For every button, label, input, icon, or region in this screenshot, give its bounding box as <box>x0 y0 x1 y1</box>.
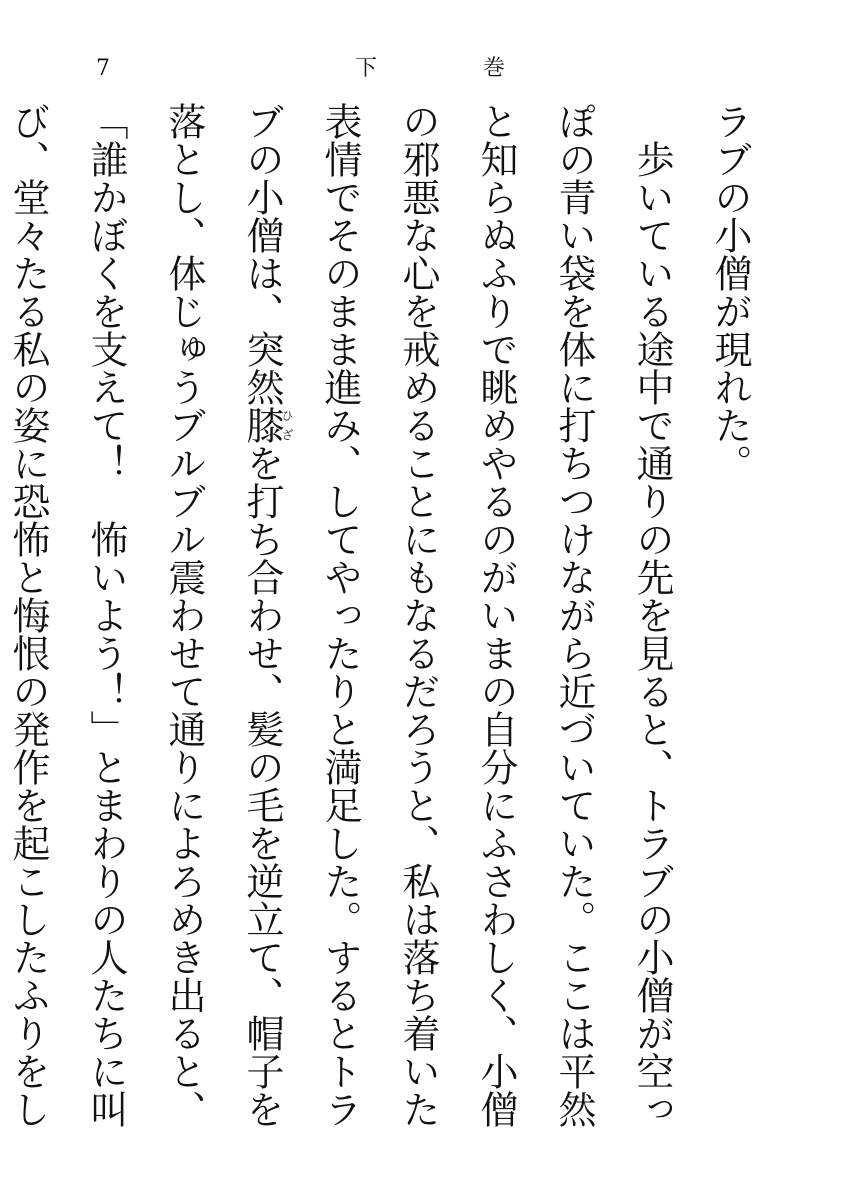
running-head-left: 下 <box>355 56 378 81</box>
page-number: 7 <box>96 56 110 81</box>
paragraph-1: ラブの小僧が現れた。 <box>708 102 752 482</box>
paragraph-2 <box>0 102 691 1162</box>
running-head-right: 巻 <box>482 56 505 81</box>
paragraph-2-text-after: を打ち合わせ、髪の毛を逆立て、帽子を落とし、体じゅうブルブル震わせて通りによろめき出ると、「誰かぼくを支えて！ 怖いよう！」とまわりの人たちに叫び、堂々たる私の姿に恐怖と悔恨の発作を起こしたふりをし <box>6 102 284 1128</box>
paragraph-2-text: 歩いている途中で通りの先を見ると、トラブの小僧が空っぽの青い袋を体に打ちつけながら近づいていた。ここは平然と知らぬふりで眺めやるのがいまの自分にふさわしく、小僧の邪悪な心を戒めることにもなるだろうと、私は落ち着いた表情でそのまま進み、してやったりと満足した。するとトラブの小僧は、突然 <box>240 102 674 1128</box>
running-head <box>355 58 505 80</box>
ruby-hiza: 膝ひざ <box>240 406 294 444</box>
body-text <box>6 102 769 1162</box>
